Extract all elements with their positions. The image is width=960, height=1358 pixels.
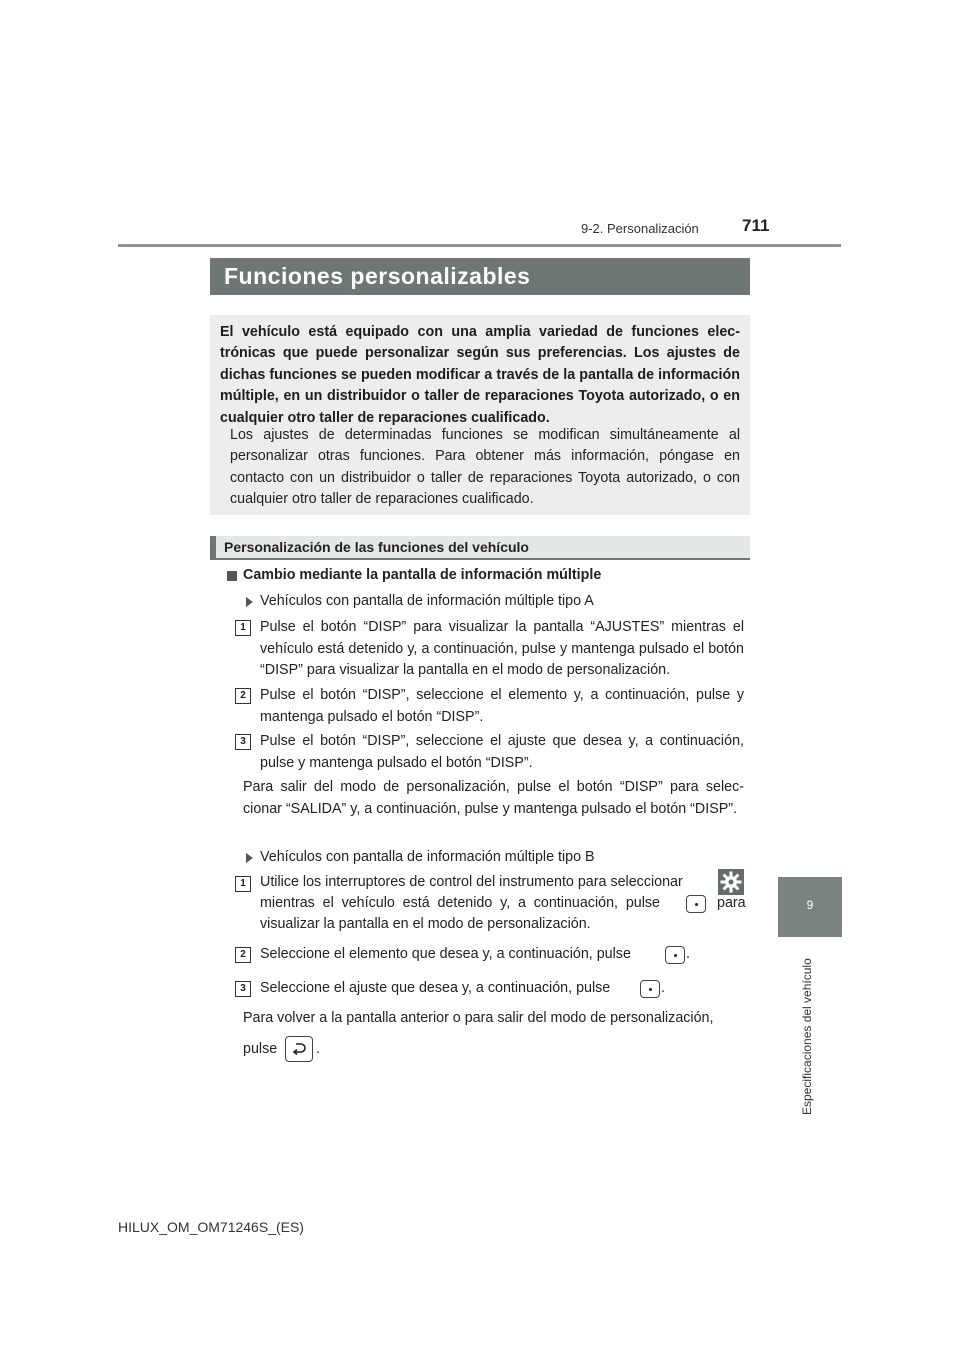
square-bullet-icon: [227, 571, 237, 581]
type-a-step-3: Pulse el botón “DISP”, seleccione el ajuste que desea y, a continuación, pulse y mantenga pulsado el botón “DISP”.: [260, 733, 744, 771]
type-b-label: Vehículos con pantalla de información múltiple tipo B: [260, 849, 595, 865]
type-b-step-3-period: .: [661, 980, 665, 996]
step-number-badge: 2: [235, 947, 251, 963]
triangle-bullet-icon: [246, 597, 253, 607]
triangle-bullet-icon: [246, 853, 253, 863]
type-b-return-line-1: Para volver a la pantalla anterior o para salir del modo de personalización,: [243, 1010, 714, 1026]
step-number-badge: 3: [235, 734, 251, 750]
method-heading: Cambio mediante la pantalla de información múltiple: [243, 567, 602, 583]
chapter-label: Especificaciones del vehículo: [800, 958, 814, 1115]
type-b-step-1-para: para: [717, 895, 746, 911]
type-b-step-1-line-1: Utilice los interruptores de control del instrumento para seleccionar: [260, 874, 683, 890]
type-a-step-2: Pulse el botón “DISP”, seleccione el elemento y, a continuación, pulse y mantenga pulsado el botón “DISP”.: [260, 687, 744, 725]
gear-icon: [718, 869, 744, 895]
step-number-badge: 3: [235, 981, 251, 997]
type-b-step-3: Seleccione el ajuste que desea y, a continuación, pulse: [260, 980, 611, 996]
enter-dot-icon: [665, 946, 685, 964]
type-b-step-1-line-2: mientras el vehículo está detenido y, a continuación, pulse: [260, 895, 660, 911]
type-b-step-2-period: .: [686, 946, 690, 962]
intro-box: [210, 315, 750, 515]
chapter-number: 9: [806, 898, 814, 912]
intro-bold-text: El vehículo está equipado con una amplia variedad de funciones elec- trónicas que puede personalizar según sus preferencias. Los ajustes de dichas funciones se pueden modificar a través de la pantalla de información múltiple, en un distribuidor o taller de reparaciones Toyota autorizado, o en cualquier otro taller de reparaciones cualificado.: [220, 324, 740, 426]
step-number-badge: 2: [235, 688, 251, 704]
enter-dot-icon: [640, 980, 660, 998]
page-title: Funciones personalizables: [224, 263, 531, 289]
type-a-label: Vehículos con pantalla de información múltiple tipo A: [260, 593, 594, 609]
title-bar: [210, 258, 750, 295]
chapter-tab: [778, 877, 842, 937]
type-b-step-1-line-3: visualizar la pantalla en el modo de personalización.: [260, 916, 591, 932]
page-number: 711: [742, 216, 770, 235]
type-b-return-period: .: [316, 1041, 320, 1057]
footer-doc-code: HILUX_OM_OM71246S_(ES): [118, 1219, 304, 1235]
type-a-step-1: Pulse el botón “DISP” para visualizar la pantalla “AJUSTES” mientras el vehículo está detenido y, a continuación, pulse y mantenga pulsado el botón “DISP” para visualizar la pantalla en el modo de personalización.: [260, 619, 744, 678]
subheading: [210, 536, 750, 560]
back-arrow-icon: [285, 1036, 313, 1062]
step-number-badge: 1: [235, 876, 251, 892]
subheading-text: Personalización de las funciones del vehículo: [224, 539, 529, 555]
type-b-step-2: Seleccione el elemento que desea y, a continuación, pulse: [260, 946, 631, 962]
intro-note-text: Los ajustes de determinadas funciones se modifican simultáneamente al personalizar otras funciones. Para obtener más información, póngase en contacto con un distribuidor o taller de reparaciones Toyota autorizado, o con cualquier otro taller de reparaciones cualificado.: [230, 427, 740, 508]
step-number-badge: 1: [235, 620, 251, 636]
enter-dot-icon: [686, 895, 706, 913]
header-rule: [118, 244, 841, 247]
type-a-exit-note: Para salir del modo de personalización, pulse el botón “DISP” para selec- cionar “SALIDA” y, a continuación, pulse y mantenga pulsado el botón “DISP”.: [243, 779, 744, 817]
running-header-section: 9-2. Personalización: [581, 221, 699, 236]
type-b-return-line-2: pulse: [243, 1041, 278, 1057]
